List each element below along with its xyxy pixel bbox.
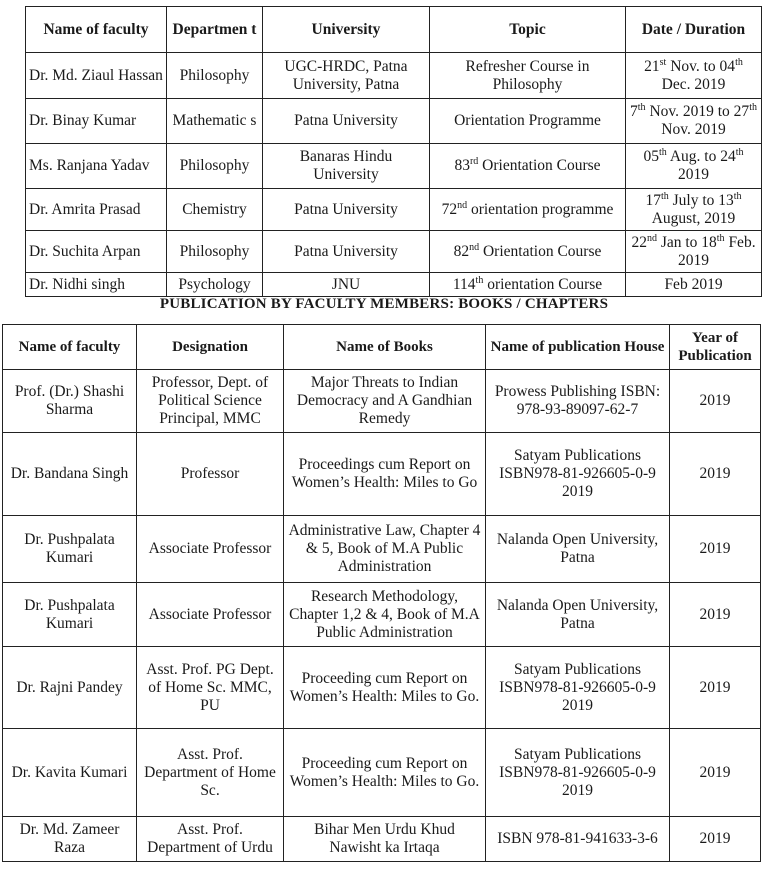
publication-year: 2019 (670, 647, 761, 729)
header-designation: Designation (137, 325, 284, 370)
table-row (26, 53, 762, 99)
topic: 114th orientation Course (430, 273, 626, 297)
table-row (3, 817, 761, 862)
table-row (3, 370, 761, 433)
faculty-name: Prof. (Dr.) Shashi Sharma (3, 370, 137, 433)
topic: 83rd Orientation Course (430, 144, 626, 189)
training-table (25, 6, 762, 297)
publication-year: 2019 (670, 516, 761, 583)
header-date-duration: Date / Duration (626, 7, 762, 53)
publication-house: Satyam Publications ISBN978-81-926605-0-9 2019 (486, 729, 670, 817)
publication-house: ISBN 978-81-941633-3-6 (486, 817, 670, 862)
publication-house: Satyam Publications ISBN978-81-926605-0-9 2019 (486, 433, 670, 516)
department: Psychology (167, 273, 263, 297)
publication-year: 2019 (670, 370, 761, 433)
university: UGC-HRDC, Patna University, Patna (263, 53, 430, 99)
table-row (26, 231, 762, 273)
header-department: Departmen t (167, 7, 263, 53)
book-name: Proceeding cum Report on Women’s Health: Miles to Go. (284, 647, 486, 729)
table-row (3, 433, 761, 516)
header-publication-house: Name of publication House (486, 325, 670, 370)
faculty-name: Dr. Pushpalata Kumari (3, 583, 137, 647)
university: Patna University (263, 189, 430, 231)
header-name-of-faculty: Name of faculty (3, 325, 137, 370)
department: Philosophy (167, 144, 263, 189)
publication-house: Satyam Publications ISBN978-81-926605-0-9 2019 (486, 647, 670, 729)
faculty-name: Dr. Suchita Arpan (26, 231, 167, 273)
section-title: PUBLICATION BY FACULTY MEMBERS: BOOKS / CHAPTERS (159, 296, 609, 312)
header-name-of-books: Name of Books (284, 325, 486, 370)
table-row (3, 729, 761, 817)
publication-year: 2019 (670, 817, 761, 862)
topic: Orientation Programme (430, 99, 626, 144)
date-duration: 22nd Jan to 18th Feb. 2019 (626, 231, 762, 273)
faculty-name: Dr. Binay Kumar (26, 99, 167, 144)
faculty-name: Ms. Ranjana Yadav (26, 144, 167, 189)
book-name: Research Methodology, Chapter 1,2 & 4, Book of M.A Public Administration (284, 583, 486, 647)
table-row (3, 647, 761, 729)
book-name: Administrative Law, Chapter 4 & 5, Book of M.A Public Administration (284, 516, 486, 583)
topic: 72nd orientation programme (430, 189, 626, 231)
header-topic: Topic (430, 7, 626, 53)
date-duration: 17th July to 13th August, 2019 (626, 189, 762, 231)
topic: 82nd Orientation Course (430, 231, 626, 273)
faculty-name: Dr. Amrita Prasad (26, 189, 167, 231)
university: Banaras Hindu University (263, 144, 430, 189)
header-year-of-publication: Year of Publication (670, 325, 761, 370)
publication-house: Prowess Publishing ISBN: 978-93-89097-62-7 (486, 370, 670, 433)
table-row (26, 189, 762, 231)
designation: Asst. Prof. PG Dept. of Home Sc. MMC, PU (137, 647, 284, 729)
table-row (26, 99, 762, 144)
topic: Refresher Course in Philosophy (430, 53, 626, 99)
faculty-name: Dr. Md. Zameer Raza (3, 817, 137, 862)
table-row (26, 273, 762, 297)
table-row (26, 144, 762, 189)
publication-header-row (3, 325, 761, 370)
training-header-row (26, 7, 762, 53)
book-name: Bihar Men Urdu Khud Nawisht ka Irtaqa (284, 817, 486, 862)
university: Patna University (263, 99, 430, 144)
designation: Asst. Prof. Department of Home Sc. (137, 729, 284, 817)
designation: Associate Professor (137, 516, 284, 583)
department: Mathematic s (167, 99, 263, 144)
designation: Associate Professor (137, 583, 284, 647)
faculty-name: Dr. Bandana Singh (3, 433, 137, 516)
header-university: University (263, 7, 430, 53)
header-name-of-faculty: Name of faculty (26, 7, 167, 53)
designation: Asst. Prof. Department of Urdu (137, 817, 284, 862)
faculty-name: Dr. Nidhi singh (26, 273, 167, 297)
publication-house: Nalanda Open University, Patna (486, 583, 670, 647)
designation: Professor (137, 433, 284, 516)
faculty-name: Dr. Rajni Pandey (3, 647, 137, 729)
faculty-name: Dr. Kavita Kumari (3, 729, 137, 817)
faculty-name: Dr. Md. Ziaul Hassan (26, 53, 167, 99)
publication-house: Nalanda Open University, Patna (486, 516, 670, 583)
university: JNU (263, 273, 430, 297)
date-duration: 7th Nov. 2019 to 27th Nov. 2019 (626, 99, 762, 144)
date-duration: Feb 2019 (626, 273, 762, 297)
date-duration: 05th Aug. to 24th 2019 (626, 144, 762, 189)
designation: Professor, Dept. of Political Science Principal, MMC (137, 370, 284, 433)
publication-year: 2019 (670, 583, 761, 647)
department: Philosophy (167, 231, 263, 273)
book-name: Major Threats to Indian Democracy and A Gandhian Remedy (284, 370, 486, 433)
book-name: Proceeding cum Report on Women’s Health: Miles to Go. (284, 729, 486, 817)
department: Philosophy (167, 53, 263, 99)
university: Patna University (263, 231, 430, 273)
publication-year: 2019 (670, 433, 761, 516)
date-duration: 21st Nov. to 04th Dec. 2019 (626, 53, 762, 99)
faculty-name: Dr. Pushpalata Kumari (3, 516, 137, 583)
department: Chemistry (167, 189, 263, 231)
book-name: Proceedings cum Report on Women’s Health: Miles to Go (284, 433, 486, 516)
table-row (3, 516, 761, 583)
table-row (3, 583, 761, 647)
publication-year: 2019 (670, 729, 761, 817)
publication-table (2, 324, 761, 862)
